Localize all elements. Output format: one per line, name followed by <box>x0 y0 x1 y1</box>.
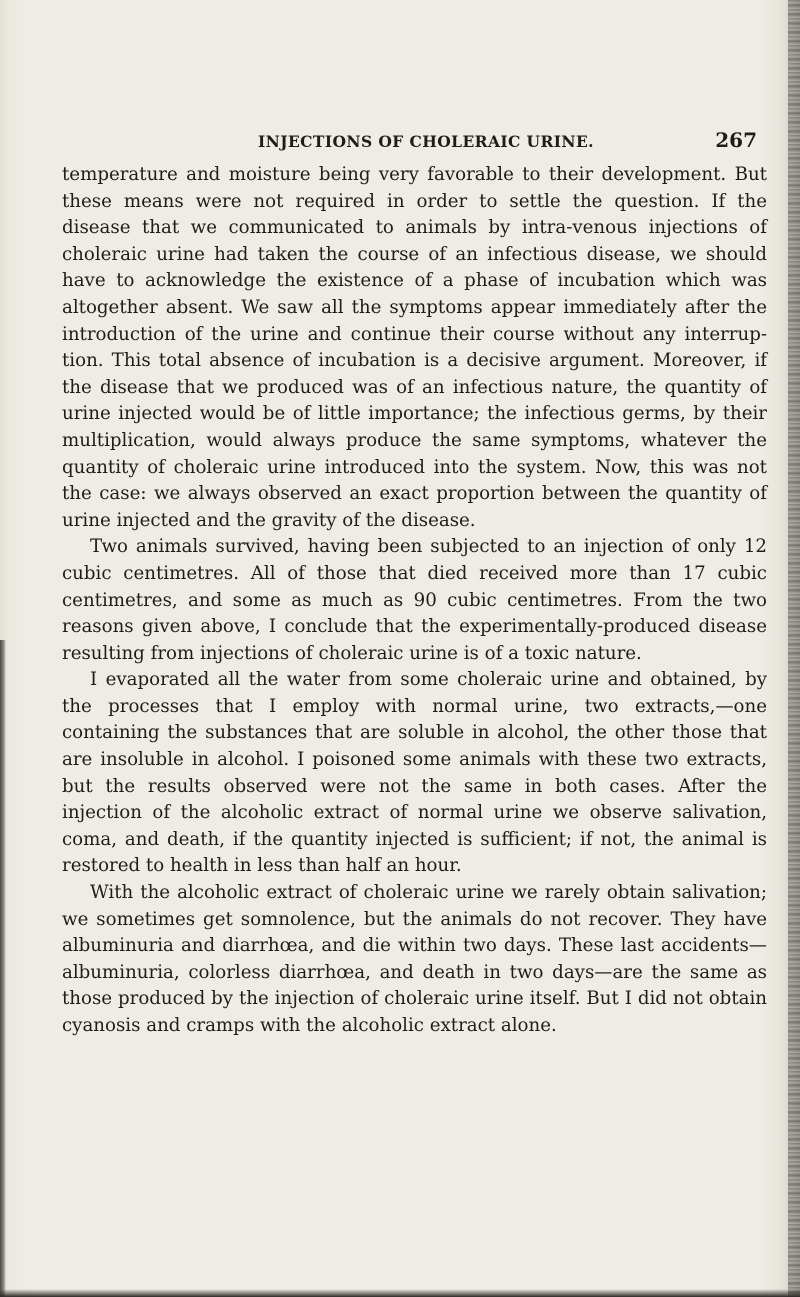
body-text <box>62 162 767 1040</box>
page-left-edge-shadow <box>0 640 6 1297</box>
page-number: 267 <box>715 128 757 152</box>
page-bottom-edge-shadow <box>0 1289 800 1297</box>
page-header <box>60 128 760 158</box>
paragraph-4: With the alcoholic extract of choleraic urine we rarely obtain salivation; we sometimes get somnolence, but the animals do not recover. They have albuminuria and diarrhœa, and die within two days. These last accidents—albuminuria, colorless diarrhœa, and death in two days—are the same as those produced by the injection of choleraic urine itself. But I did not obtain cyanosis and cramps with the alcoholic extract alone. <box>62 882 767 1036</box>
paragraph-2: Two animals survived, having been subjected to an injection of only 12 cubic centimetres. All of those that died received more than 17 cubic centimetres, and some as much as 90 cubic centimetres. From the two reasons given above, I conclude that the experimentally-produced disease resulting from injections of choleraic urine is of a toxic nature. <box>62 536 767 664</box>
page-binding-edge <box>788 0 800 1297</box>
paragraph-1: temperature and moisture being very favorable to their development. But these means were not required in order to settle the question. If the disease that we communicated to animals by intra-venous injections of choleraic urine had taken the course of an infectious disease, we should have to acknowledge the existence of a phase of incubation which was altogether absent. We saw all the symptoms appear immediately after the introduction of the urine and continue their course without any interruption. This total absence of incubation is a decisive argument. Moreover, if the disease that we produced was of an infectious nature, the quantity of urine injected would be of little importance; the infectious germs, by their multiplication, would always produce the same symptoms, whatever the quantity of choleraic urine introduced into the system. Now, this was not the case: we always observed an exact proportion between the quantity of urine injected and the gravity of the disease. <box>62 164 767 531</box>
paragraph-3: I evaporated all the water from some choleraic urine and obtained, by the processes that I employ with normal urine, two extracts,—one containing the substances that are soluble in alcohol, the other those that are insoluble in alcohol. I poisoned some animals with these two extracts, but the results observed were not the same in both cases. After the injection of the alcoholic extract of normal urine we observe salivation, coma, and death, if the quantity injected is sufficient; if not, the animal is restored to health in less than half an hour. <box>62 669 767 877</box>
running-head: INJECTIONS OF CHOLERAIC URINE. <box>258 132 594 151</box>
